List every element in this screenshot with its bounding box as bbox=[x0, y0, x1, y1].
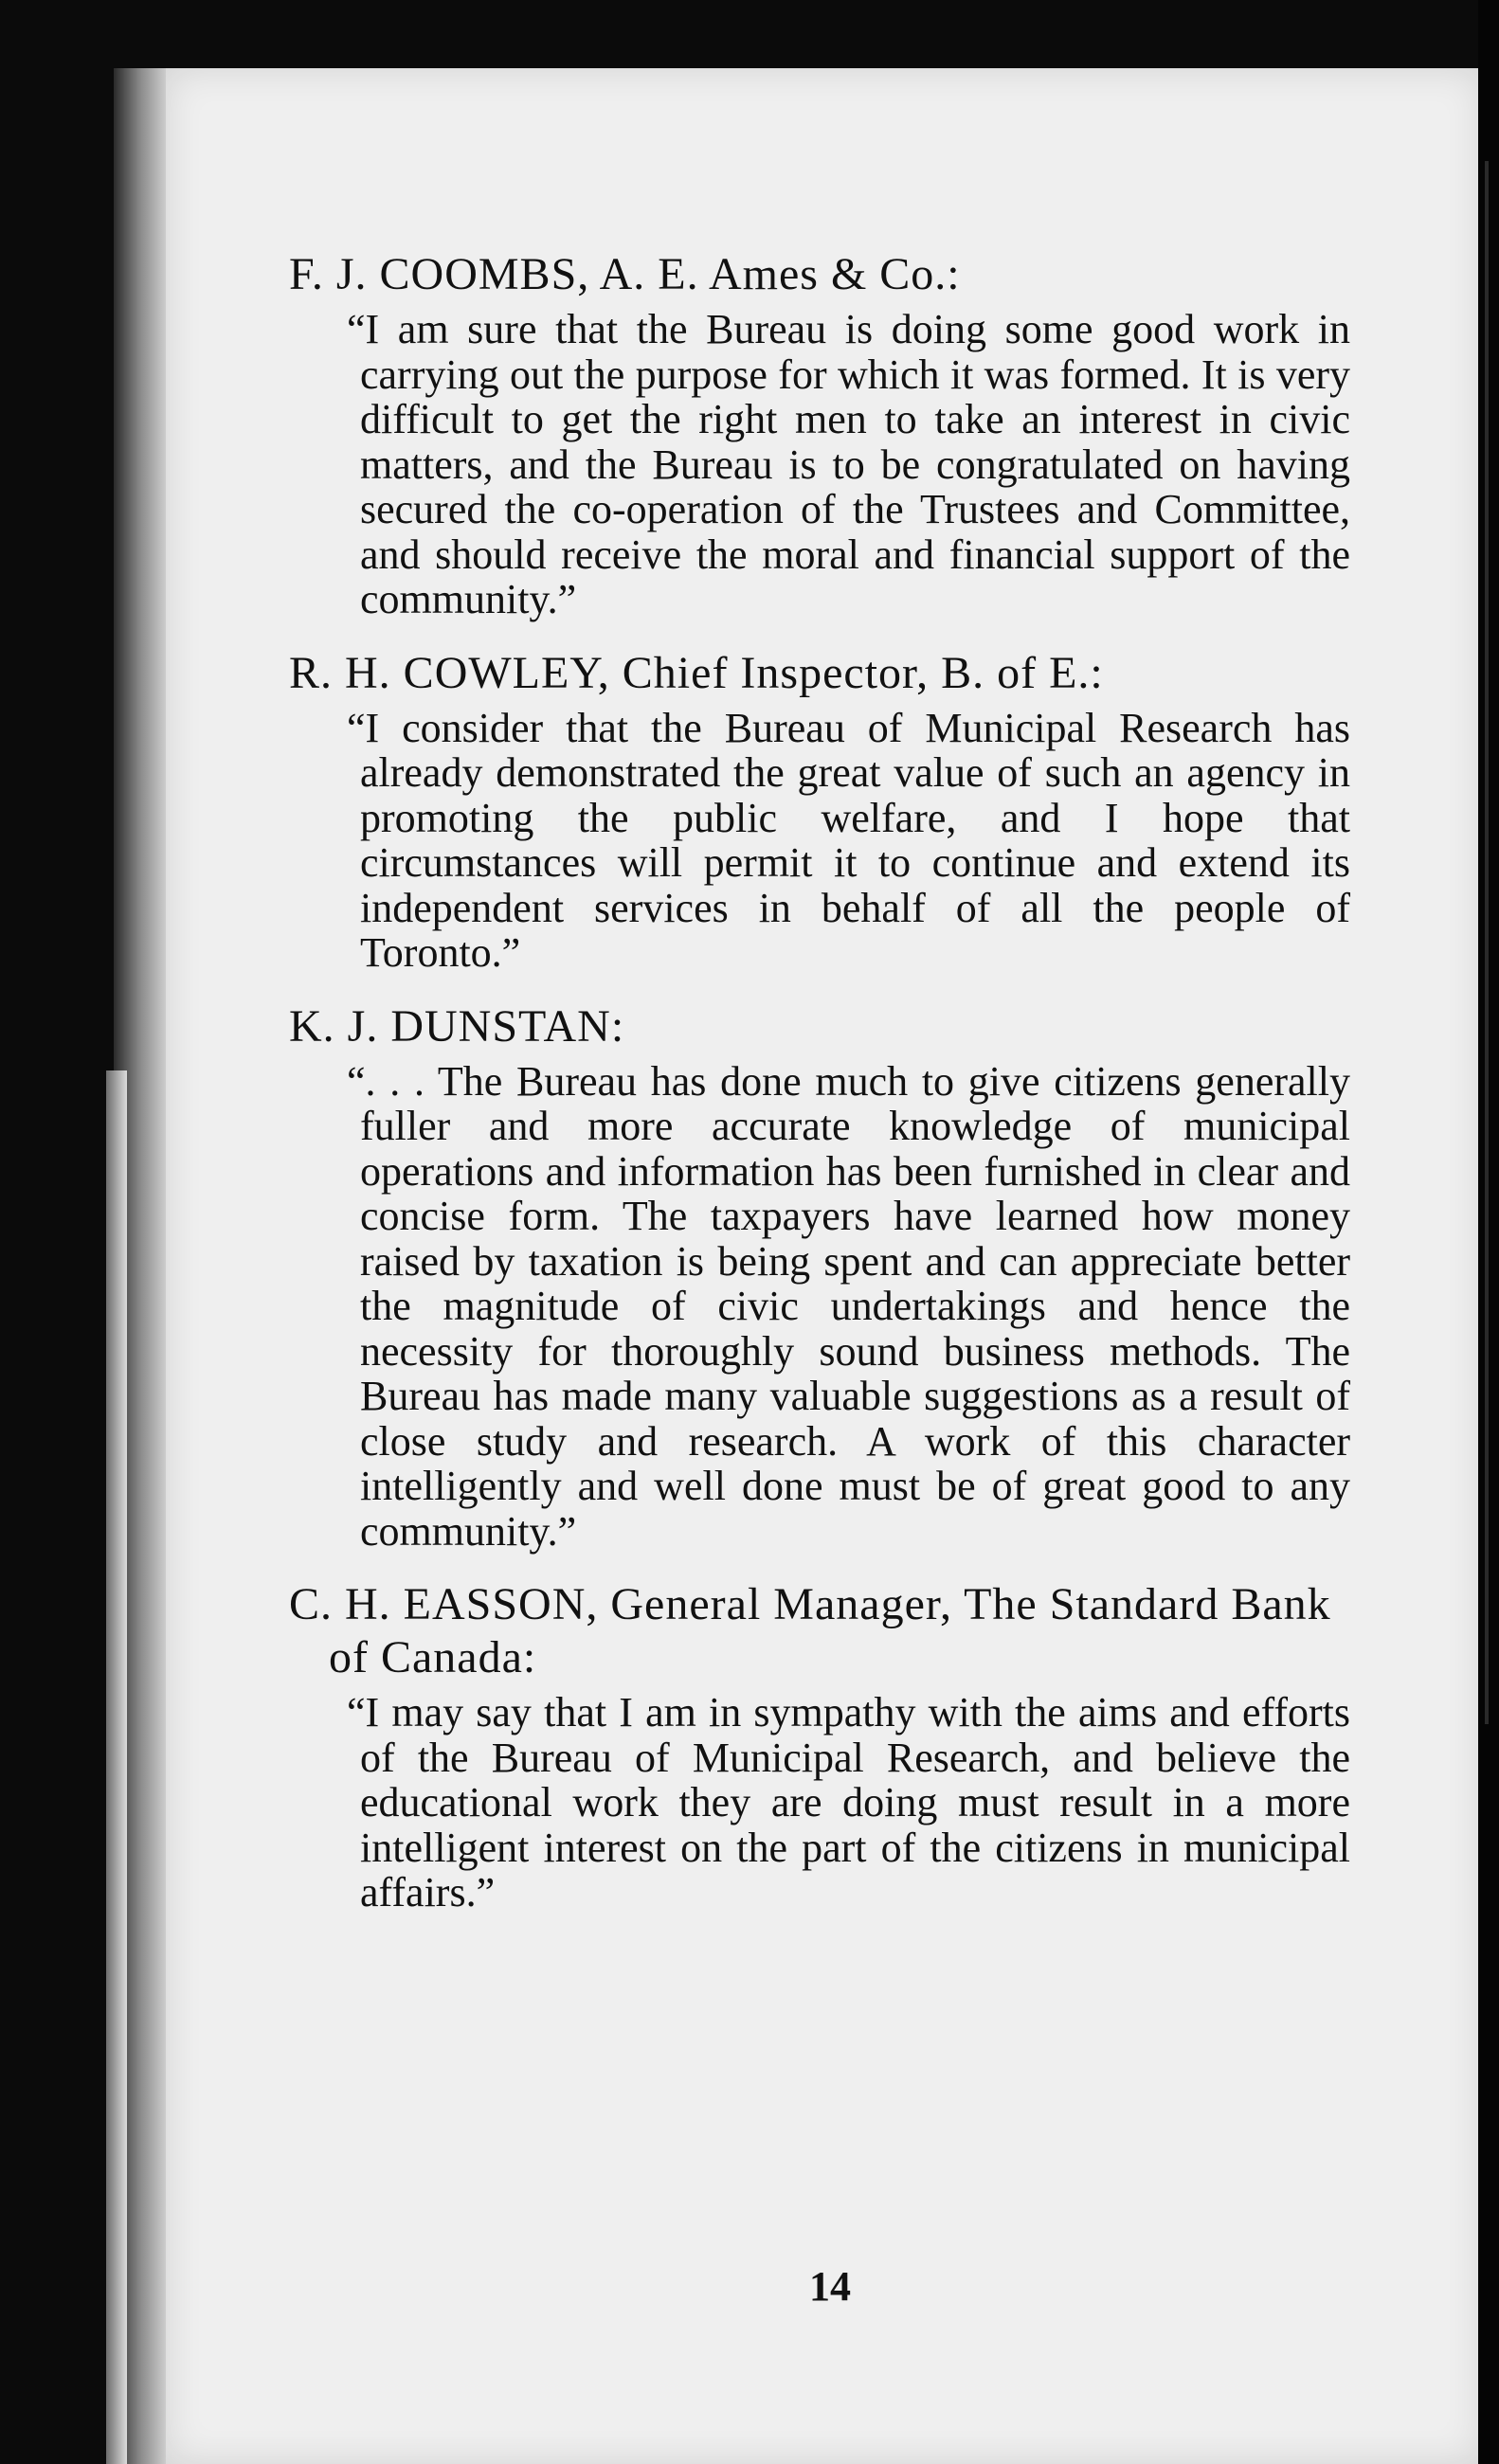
testimonial-entry bbox=[289, 1578, 1350, 1915]
testimonial-entry bbox=[289, 647, 1350, 976]
adjacent-page-edge bbox=[1478, 0, 1499, 2464]
testimonial-entry bbox=[289, 248, 1350, 622]
testimonial-author: K. J. DUNSTAN: bbox=[289, 1000, 625, 1052]
testimonial-quote: “I consider that the Bureau of Municipal Research has already demonstrated the great value of such an agency in promoting the public welfare, and I hope that circumstances will permit it to continue and extend its independent services in behalf of all the people of Toronto.” bbox=[347, 704, 1350, 976]
binding-edge-strip bbox=[106, 1070, 127, 2464]
testimonial-author: F. J. COOMBS, A. E. Ames & Co.: bbox=[289, 249, 961, 299]
testimonials-text bbox=[289, 248, 1350, 1940]
testimonial-author: R. H. COWLEY, Chief Inspector, B. of E.: bbox=[289, 647, 1104, 698]
page-number: 14 bbox=[809, 2263, 851, 2310]
testimonial-author: C. H. EASSON, General Manager, The Standard Bank of Canada: bbox=[289, 1579, 1331, 1682]
testimonial-quote: “I am sure that the Bureau is doing some good work in carrying out the purpose for which it was formed. It is very difficult to get the right men to take an interest in civic matters, and the Bureau is to be congratulated on having secured the co-operation of the Trustees and Committee, and should receive the moral and financial support of the community.” bbox=[347, 306, 1350, 622]
page-edge-shadow bbox=[1485, 161, 1489, 1724]
testimonial-entry bbox=[289, 1000, 1350, 1555]
testimonial-quote: “I may say that I am in sympathy with the aims and efforts of the Bureau of Municipal Research, and believe the educational work they are doing must result in a more intelligent interest on the part of the citizens in municipal affairs.” bbox=[347, 1689, 1350, 1915]
testimonial-quote: “. . . The Bureau has done much to give citizens generally fuller and more accurate knowledge of municipal operations and information has been furnished in clear and concise form. The taxpayers have learned how money raised by taxation is being spent and can appreciate better the magnitude of civic undertakings and hence the necessity for thoroughly sound business methods. The Bureau has made many valuable suggestions as a result of close study and research. A work of this character intelligently and well done must be of great good to any community.” bbox=[347, 1057, 1350, 1555]
